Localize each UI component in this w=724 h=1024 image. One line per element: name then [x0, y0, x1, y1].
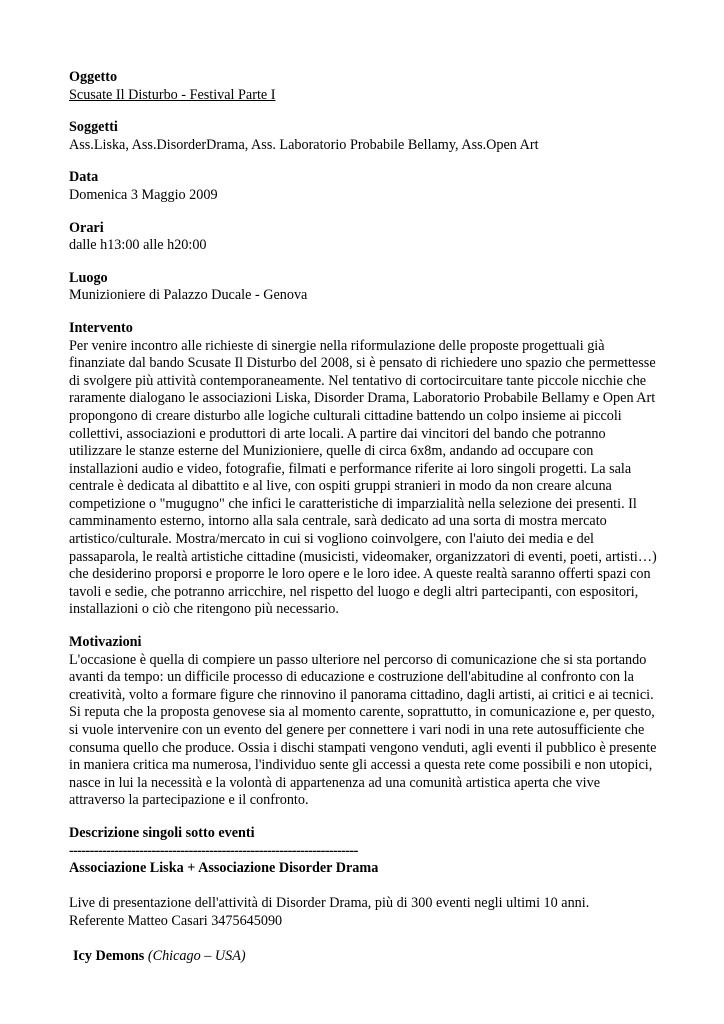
orari-value: dalle h13:00 alle h20:00 [69, 237, 207, 254]
data-heading: Data [69, 169, 99, 186]
document-page [69, 69, 659, 981]
event-title [69, 948, 659, 966]
section-intervento [69, 320, 659, 619]
spacer [69, 931, 659, 949]
association-title: Associazione Liska + Associazione Disorder Drama [69, 860, 379, 877]
luogo-value: Munizioniere di Palazzo Ducale - Genova [69, 287, 308, 304]
event-location: (Chicago – USA) [147, 948, 246, 965]
luogo-heading: Luogo [69, 269, 108, 286]
soggetti-heading: Soggetti [69, 119, 118, 136]
referente-contact: Referente Matteo Casari 3475645090 [69, 912, 283, 929]
orari-heading: Orari [69, 219, 104, 236]
section-data [69, 169, 659, 204]
spacer [69, 878, 659, 896]
section-orari [69, 220, 659, 255]
live-description: Live di presentazione dell'attività di Disorder Drama, più di 300 eventi negli ultimi 10 anni. [69, 895, 590, 912]
section-soggetti [69, 119, 659, 154]
event-name: Icy Demons [73, 948, 145, 965]
data-value: Domenica 3 Maggio 2009 [69, 186, 218, 203]
motivazioni-text: L'occasione è quella di compiere un passo ulteriore nel percorso di comunicazione che si sta portando avanti da tempo: un difficile processo di educazione e costruzione dell'abitudine al confronto con la creatività, volto a formare figure che rinnovino il panorama cittadino, dagli artisti, ai critici e ai tecnici. Si reputa che la proposta genovese sia al momento carente, soprattutto, in comunicazione e, per questo, si vuole intervenire con un evento del genere per connettere i vari nodi in una rete autosufficiente che consuma quello che produce. Ossia i dischi stampati vengono venduti, agli eventi il pubblico è presente in maniera critica ma numerosa, l'individuo sente gli accessi a questa rete come possibili e non utopici, nasce in lui la necessità e la volontà di appartenenza ad una comunità artistica aperta che vive attraverso la partecipazione e il confronto. [69, 651, 657, 809]
intervento-text: Per venire incontro alle richieste di sinergie nella riformulazione delle proposte progettuali già finanziate dal bando Scusate Il Disturbo del 2008, si è pensato di richiedere uno spazio che permettesse di svolgere più attività contemporaneamente. Nel tentativo di cortocircuitare tante piccole nicchie che raramente dialogano le associazioni Liska, Disorder Drama, Laboratorio Probabile Bellamy e Open Art propongono di creare disturbo alle logiche culturali cittadine battendo un colpo insieme ai piccoli collettivi, associazioni e produttori di arte locali. A partire dai vincitori del bando che potranno utilizzare le stanze esterne del Munizioniere, quelle di circa 6x8m, andando ad occupare con installazioni audio e video, fotografie, filmati e performance riferite ai loro singoli progetti. La sala centrale è dedicata al dibattito e al live, con ospiti gruppi stranieri in modo da non creare alcuna competizione o "mugugno" che infici le caratteristiche di imparzialità nella selezione dei presenti. Il camminamento esterno, intorno alla sala centrale, sarà dedicato ad una sorta di mostra mercato artistico/culturale. Mostra/mercato in cui si vogliono coinvolgere, con l'aiuto dei media e del passaparola, le realtà artistiche cittadine (musicisti, videomaker, organizzatori di eventi, poeti, artisti…) che desiderino proporsi e proporre le loro opere e le loro idee. A queste realtà saranno offerti spazi con tavoli e sedie, che potranno arricchire, nel rispetto del luogo e degli altri partecipanti, con espositori, installazioni o ciò che ritengono più necessario. [69, 337, 657, 618]
section-descrizione [69, 825, 659, 966]
oggetto-value: Scusate Il Disturbo - Festival Parte I [69, 86, 276, 103]
oggetto-heading: Oggetto [69, 69, 118, 85]
soggetti-value: Ass.Liska, Ass.DisorderDrama, Ass. Laboratorio Probabile Bellamy, Ass.Open Art [69, 136, 539, 153]
section-oggetto [69, 69, 659, 104]
section-motivazioni [69, 634, 659, 810]
descrizione-heading: Descrizione singoli sotto eventi [69, 824, 255, 841]
section-luogo [69, 270, 659, 305]
divider-line: ---------------------------------------------------------------------- [69, 842, 358, 859]
motivazioni-heading: Motivazioni [69, 634, 142, 651]
intervento-heading: Intervento [69, 319, 133, 336]
